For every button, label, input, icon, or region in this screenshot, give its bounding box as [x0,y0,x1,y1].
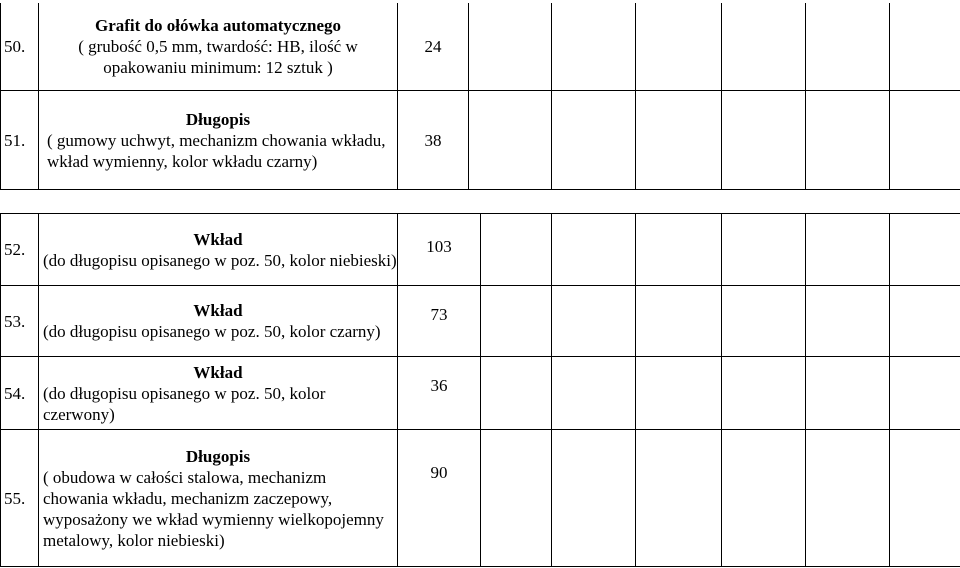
empty-cell [890,357,960,430]
empty-cell [636,357,722,430]
empty-cell [636,3,722,91]
item-title: Wkład [193,362,243,382]
item-description-cell [39,286,398,357]
item-title: Wkład [193,301,243,320]
empty-cell [481,214,552,286]
empty-cell [552,430,636,567]
table-items-50-51 [0,3,960,190]
empty-cell [890,3,960,91]
empty-cell [890,91,960,190]
empty-cell [552,286,636,357]
row-number: 53. [1,286,39,357]
empty-cell [636,91,722,190]
empty-cell [481,430,552,567]
item-title: Długopis [185,109,251,129]
empty-cell [552,3,636,91]
table-items-52-55 [0,213,960,567]
item-description-cell [39,3,398,91]
item-description-cell [39,430,398,567]
item-title: Wkład [193,229,243,249]
empty-cell [636,430,722,567]
empty-cell [552,357,636,430]
table-row [1,357,960,430]
table-row [1,91,960,190]
item-description-cell [39,357,398,430]
row-number: 51. [1,91,39,190]
item-description: (do długopisu opisanego w poz. 50, kolor niebieski) [43,250,397,270]
table-row [1,214,960,286]
empty-cell [481,357,552,430]
item-quantity: 90 [398,430,481,567]
item-quantity: 36 [398,357,481,430]
empty-cell [722,214,806,286]
empty-cell [806,214,890,286]
empty-cell [806,91,890,190]
item-quantity: 24 [398,3,469,91]
row-number: 55. [1,430,39,567]
item-description: (do długopisu opisanego w poz. 50, kolor czerwony) [43,383,326,424]
empty-cell [636,286,722,357]
empty-cell [806,286,890,357]
empty-cell [722,91,806,190]
item-title: Długopis [185,446,251,466]
item-quantity: 103 [398,214,481,286]
table-row [1,3,960,91]
row-number: 50. [1,3,39,91]
item-description-cell [39,214,398,286]
empty-cell [806,430,890,567]
row-number: 54. [1,357,39,430]
empty-cell [552,214,636,286]
item-title: Grafit do ołówka automatycznego [94,16,341,35]
empty-cell [890,286,960,357]
empty-cell [890,430,960,567]
empty-cell [636,214,722,286]
item-quantity: 73 [398,286,481,357]
item-description: (do długopisu opisanego w poz. 50, kolor czarny) [43,322,381,341]
item-quantity: 38 [398,91,469,190]
empty-cell [722,286,806,357]
empty-cell [722,3,806,91]
empty-cell [481,286,552,357]
item-description-cell [39,91,398,190]
empty-cell [469,91,552,190]
table-row [1,430,960,567]
item-description: ( obudowa w całości stalowa, mechanizm chowania wkładu, mechanizm zaczepowy, wyposażony we wkład wymienny wielkopojemny metalowy, kolor niebieski) [43,467,384,550]
empty-cell [806,3,890,91]
row-number: 52. [1,214,39,286]
empty-cell [806,357,890,430]
empty-cell [722,357,806,430]
empty-cell [722,430,806,567]
table-row [1,286,960,357]
item-description: ( gumowy uchwyt, mechanizm chowania wkładu, wkład wymienny, kolor wkładu czarny) [47,130,386,171]
empty-cell [890,214,960,286]
empty-cell [469,3,552,91]
empty-cell [552,91,636,190]
item-description: ( grubość 0,5 mm, twardość: HB, ilość w opakowaniu minimum: 12 sztuk ) [78,37,358,77]
